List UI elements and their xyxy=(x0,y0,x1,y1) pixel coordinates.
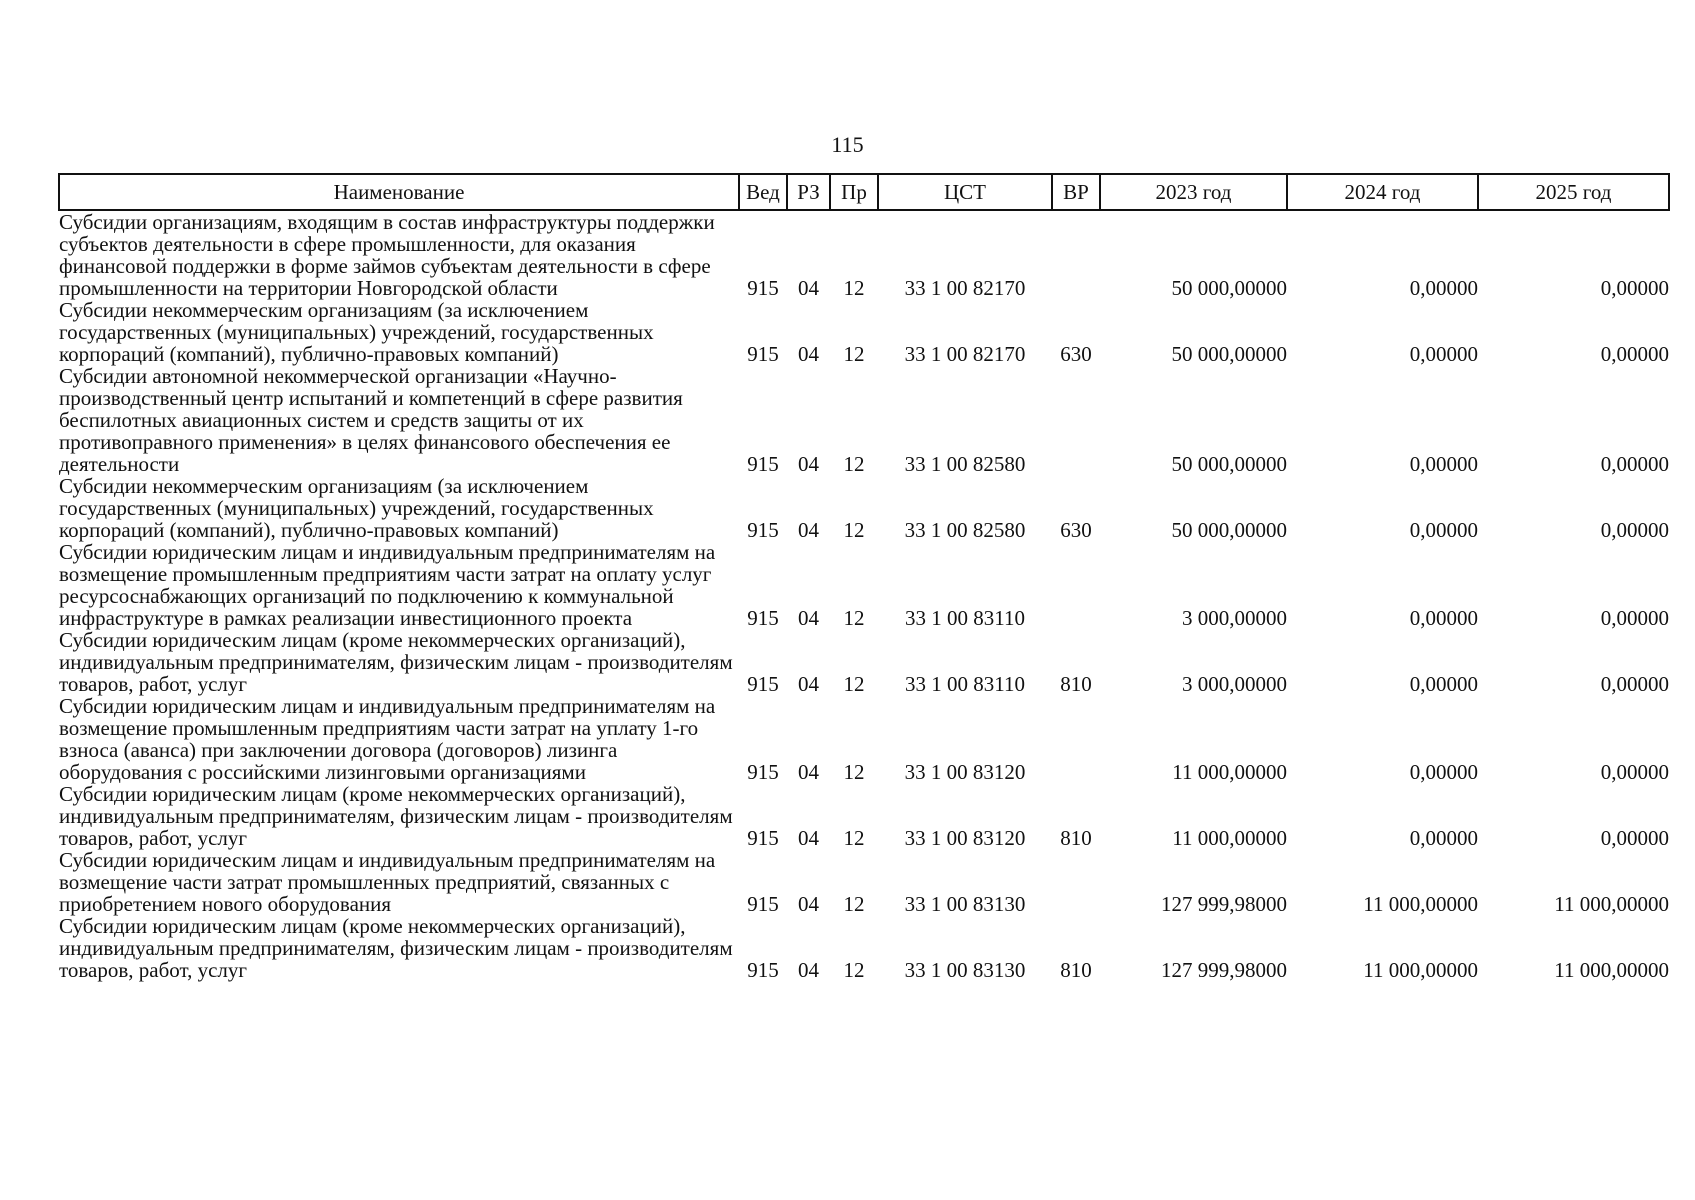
row-cst: 33 1 00 82170 xyxy=(904,276,1026,300)
table-header-row xyxy=(59,174,1669,210)
row-pr: 12 xyxy=(843,342,865,366)
row-vr: 630 xyxy=(1060,518,1092,542)
row-amount-2025: 0,00000 xyxy=(1600,342,1669,366)
row-vr xyxy=(1052,541,1100,629)
column-header-pr: Пр xyxy=(830,174,878,210)
column-header-rz: РЗ xyxy=(787,174,830,210)
column-header-ved: Вед xyxy=(739,174,787,210)
row-rz: 04 xyxy=(798,342,819,366)
row-name: Субсидии юридическим лицам (кроме некоммерческих организаций), индивидуальным предпринимателям, физическим лицам - производителям товаров, работ, услуг xyxy=(59,628,733,696)
row-amount-2024: 0,00000 xyxy=(1409,452,1478,476)
row-rz: 04 xyxy=(798,826,819,850)
row-amount-2024: 11 000,00000 xyxy=(1363,892,1478,916)
column-header-2023: 2023 год xyxy=(1100,174,1287,210)
table-row xyxy=(59,695,1669,783)
row-ved: 915 xyxy=(747,276,779,300)
row-ved: 915 xyxy=(747,958,779,982)
row-rz: 04 xyxy=(798,518,819,542)
row-rz: 04 xyxy=(798,276,819,300)
row-name: Субсидии юридическим лицам и индивидуальным предпринимателям на возмещение промышленным предприятиям части затрат на уплату 1-го взноса (аванса) при заключении договора (договоров) лизинга оборудования с российскими лизинговыми организациями xyxy=(59,694,716,784)
row-amount-2025: 11 000,00000 xyxy=(1554,958,1669,982)
row-amount-2024: 0,00000 xyxy=(1409,342,1478,366)
row-vr xyxy=(1052,849,1100,915)
row-amount-2024: 0,00000 xyxy=(1409,276,1478,300)
row-vr: 810 xyxy=(1060,958,1092,982)
row-name: Субсидии некоммерческим организациям (за исключением государственных (муниципальных) учреждений, государственных корпораций (компаний), публично-правовых компаний) xyxy=(59,298,654,366)
row-amount-2023: 127 999,98000 xyxy=(1161,958,1287,982)
row-amount-2024: 0,00000 xyxy=(1409,826,1478,850)
row-cst: 33 1 00 83130 xyxy=(904,958,1026,982)
column-header-name: Наименование xyxy=(59,174,739,210)
row-pr: 12 xyxy=(843,452,865,476)
row-rz: 04 xyxy=(798,606,819,630)
row-pr: 12 xyxy=(843,672,865,696)
row-amount-2024: 11 000,00000 xyxy=(1363,958,1478,982)
row-amount-2023: 50 000,00000 xyxy=(1171,452,1287,476)
row-amount-2025: 0,00000 xyxy=(1600,276,1669,300)
row-cst: 33 1 00 82580 xyxy=(904,452,1026,476)
row-pr: 12 xyxy=(843,958,865,982)
row-amount-2023: 50 000,00000 xyxy=(1171,342,1287,366)
row-amount-2025: 0,00000 xyxy=(1600,672,1669,696)
row-amount-2023: 11 000,00000 xyxy=(1172,760,1287,784)
row-vr: 810 xyxy=(1060,672,1092,696)
row-name: Субсидии юридическим лицам и индивидуальным предпринимателям на возмещение промышленным предприятиям части затрат на оплату услуг ресурсоснабжающих организаций по подключению к коммунальной инфраструктуре в рамках реализации инвестиционного проекта xyxy=(59,540,716,630)
row-amount-2024: 0,00000 xyxy=(1409,672,1478,696)
row-vr xyxy=(1052,365,1100,475)
row-rz: 04 xyxy=(798,452,819,476)
row-rz: 04 xyxy=(798,672,819,696)
row-cst: 33 1 00 83130 xyxy=(904,892,1026,916)
row-amount-2025: 0,00000 xyxy=(1600,606,1669,630)
table-row xyxy=(59,210,1669,299)
table-row xyxy=(59,365,1669,475)
row-rz: 04 xyxy=(798,892,819,916)
row-pr: 12 xyxy=(843,606,865,630)
row-amount-2025: 0,00000 xyxy=(1600,518,1669,542)
row-cst: 33 1 00 83110 xyxy=(905,606,1025,630)
row-cst: 33 1 00 83110 xyxy=(905,672,1025,696)
row-cst: 33 1 00 83120 xyxy=(904,760,1026,784)
row-amount-2025: 0,00000 xyxy=(1600,826,1669,850)
row-ved: 915 xyxy=(747,892,779,916)
row-ved: 915 xyxy=(747,672,779,696)
row-pr: 12 xyxy=(843,760,865,784)
row-ved: 915 xyxy=(747,760,779,784)
table-row xyxy=(59,629,1669,695)
page-number: 115 xyxy=(831,132,864,157)
row-amount-2025: 0,00000 xyxy=(1600,760,1669,784)
row-name: Субсидии юридическим лицам и индивидуальным предпринимателям на возмещение части затрат промышленных предприятий, связанных с приобретением нового оборудования xyxy=(59,848,716,916)
table-row xyxy=(59,783,1669,849)
row-amount-2024: 0,00000 xyxy=(1409,606,1478,630)
row-name: Субсидии организациям, входящим в состав инфраструктуры поддержки субъектов деятельности в сфере промышленности, для оказания финансовой поддержки в форме займов субъектам деятельности в сфере промышленности на территории Новгородской области xyxy=(59,210,715,300)
row-amount-2023: 3 000,00000 xyxy=(1182,672,1287,696)
row-pr: 12 xyxy=(843,826,865,850)
table-row xyxy=(59,541,1669,629)
row-amount-2025: 11 000,00000 xyxy=(1554,892,1669,916)
column-header-2025: 2025 год xyxy=(1478,174,1669,210)
row-amount-2023: 3 000,00000 xyxy=(1182,606,1287,630)
budget-table xyxy=(58,173,1670,981)
row-ved: 915 xyxy=(747,342,779,366)
table-row xyxy=(59,915,1669,981)
row-ved: 915 xyxy=(747,826,779,850)
row-ved: 915 xyxy=(747,518,779,542)
row-cst: 33 1 00 83120 xyxy=(904,826,1026,850)
row-rz: 04 xyxy=(798,958,819,982)
row-amount-2024: 0,00000 xyxy=(1409,518,1478,542)
row-vr xyxy=(1052,210,1100,299)
row-name: Субсидии автономной некоммерческой организации «Научно-производственный центр испытаний и компетенций в сфере развития беспилотных авиационных систем и средств защиты от их противоправного применения» в целях финансового обеспечения ее деятельности xyxy=(59,364,683,476)
row-name: Субсидии юридическим лицам (кроме некоммерческих организаций), индивидуальным предпринимателям, физическим лицам - производителям товаров, работ, услуг xyxy=(59,914,733,982)
table-row xyxy=(59,299,1669,365)
column-header-cst: ЦСТ xyxy=(878,174,1052,210)
row-rz: 04 xyxy=(798,760,819,784)
row-ved: 915 xyxy=(747,452,779,476)
row-vr: 630 xyxy=(1060,342,1092,366)
column-header-2024: 2024 год xyxy=(1287,174,1478,210)
row-pr: 12 xyxy=(843,518,865,542)
row-name: Субсидии юридическим лицам (кроме некоммерческих организаций), индивидуальным предпринимателям, физическим лицам - производителям товаров, работ, услуг xyxy=(59,782,733,850)
table-row xyxy=(59,475,1669,541)
table-row xyxy=(59,849,1669,915)
row-cst: 33 1 00 82580 xyxy=(904,518,1026,542)
row-pr: 12 xyxy=(843,892,865,916)
row-amount-2023: 127 999,98000 xyxy=(1161,892,1287,916)
row-amount-2024: 0,00000 xyxy=(1409,760,1478,784)
row-amount-2023: 50 000,00000 xyxy=(1171,518,1287,542)
row-amount-2023: 11 000,00000 xyxy=(1172,826,1287,850)
row-amount-2025: 0,00000 xyxy=(1600,452,1669,476)
column-header-vr: ВР xyxy=(1052,174,1100,210)
row-pr: 12 xyxy=(843,276,865,300)
row-cst: 33 1 00 82170 xyxy=(904,342,1026,366)
row-vr xyxy=(1052,695,1100,783)
row-amount-2023: 50 000,00000 xyxy=(1171,276,1287,300)
row-name: Субсидии некоммерческим организациям (за исключением государственных (муниципальных) учреждений, государственных корпораций (компаний), публично-правовых компаний) xyxy=(59,474,654,542)
row-vr: 810 xyxy=(1060,826,1092,850)
row-ved: 915 xyxy=(747,606,779,630)
